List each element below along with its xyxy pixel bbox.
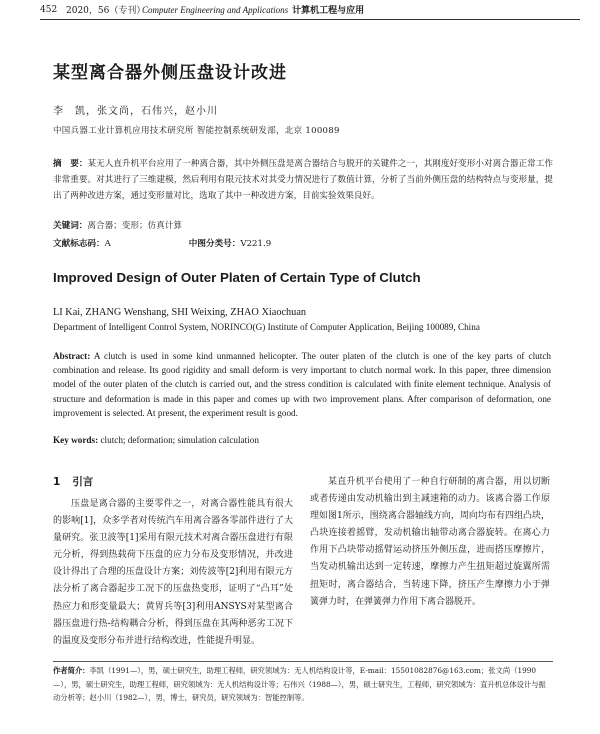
authors-en: LI Kai, ZHANG Wenshang, SHI Weixing, ZHAO Xiaochuan — [53, 307, 307, 318]
affiliation-en: Department of Intelligent Control System, NORINCO(G) Institute of Computer Application, Beijing 100089, China — [53, 322, 480, 332]
affiliation-cn: 中国兵器工业计算机应用技术研究所 智能控制系统研发部，北京 100089 — [53, 126, 340, 136]
volume-issue: 2020，56（专刊） — [66, 6, 146, 16]
abstract-cn-text: 某无人直升机平台应用了一种离合器，其中外侧压盘是离合器结合与脱开的关键件之一，其刚度好变形小对离合器正常工作非常重要。对其进行了三维建模，然后利用有限元技术对其受力情况进行了数值计算，分析了当前外侧压盘的结构特点与变形量，提出了两种改进方案，通过变形量对比，选取了其中一种改进方案，目前实验效果良好。 — [53, 159, 553, 201]
keywords-cn-text: 离合器；变形；仿真计算 — [87, 221, 182, 231]
section-title: 引言 — [72, 476, 94, 488]
author-footnote — [53, 664, 553, 705]
body-column-right — [310, 474, 550, 611]
footnote-text: 李凯（1991—），男，硕士研究生，助理工程师，研究领域为：无人机结构设计等，E-mail：15501082876@163.com；张文尚（1990—），男，硕士研究生，助理工程师，研究领域为：无人机结构设计等；石伟兴（1988—），男，硕士研究生，工程师，研究领域为：直升机总体设计与振动分析等；赵小川（1982—），男，博士，研究员，研究领域为：智能控制等。 — [53, 666, 546, 702]
abstract-cn-label: 摘 要： — [53, 159, 88, 169]
title-cn: 某型离合器外侧压盘设计改进 — [53, 63, 287, 83]
class-number-label: 中图分类号： — [188, 239, 241, 249]
keywords-en-text: clutch; deformation; simulation calculation — [100, 435, 259, 445]
doc-code-value: A — [104, 239, 111, 249]
class-number-value: V221.9 — [240, 239, 272, 249]
footnote-divider — [53, 661, 553, 662]
title-en: Improved Design of Outer Platen of Certain Type of Clutch — [53, 270, 421, 285]
doc-code-label: 文献标志码： — [53, 239, 105, 249]
journal-name-en: Computer Engineering and Applications — [142, 4, 289, 15]
keywords-en — [53, 435, 259, 445]
keywords-en-label: Key words: — [53, 435, 99, 445]
body-column-left — [53, 474, 293, 650]
class-number — [189, 237, 271, 249]
section-heading — [53, 474, 293, 496]
keywords-cn — [53, 219, 182, 231]
page-number: 452 — [40, 4, 58, 15]
section-number: 1 — [53, 476, 61, 488]
footnote-label: 作者简介： — [53, 666, 90, 675]
doc-code — [53, 237, 111, 249]
authors-cn: 李 凯，张文尚，石伟兴，赵小川 — [53, 106, 218, 117]
intro-paragraph-2: 某直升机平台使用了一种自行研制的离合器，用以切断或者传递由发动机输出到主减速箱的动力。该离合器工作原理如图1所示，围绕离合器轴线方向，周向均布有四组凸块，凸块连接着摇臂，发动机输出轴带动离合器旋转。在离心力作用下凸块带动摇臂运动挤压外侧压盘，进而搭压摩擦片，当发动机输出达到一定转速，摩擦力产生扭矩超过旋翼所需扭矩时，离合器结合，当转速下降，挤压产生摩擦力小于弹簧弹力时，在弹簧弹力作用下离合器脱开。 — [310, 477, 550, 607]
keywords-cn-label: 关键词： — [53, 221, 88, 231]
classification-meta — [53, 237, 271, 249]
abstract-cn — [53, 156, 553, 204]
abstract-en — [53, 349, 551, 420]
running-header — [40, 0, 580, 20]
journal-name-cn: 计算机工程与应用 — [292, 6, 365, 16]
abstract-en-text: A clutch is used in some kind unmanned helicopter. The outer platen of the clutch is one of the key parts of clutch combination and release. Its good rigidity and small deform is very important to clutch normal work. In this paper, three dimension model of the outer platen of the clutch is carried out, and the stress condition is calculated with finite element technique. Analysis of structure and deformation is made in this paper and comes up with two improvement plans. After comparison of deformation, one improvement is selected. At present, the experiment result is good. — [53, 351, 551, 418]
intro-paragraph-1: 压盘是离合器的主要零件之一，对离合器性能具有很大的影响[1]，众多学者对传统汽车用离合器各零部件进行了大量研究。张卫波等[1]采用有限元技术对离合器压盘进行有限元分析，得到热载荷下压盘的应力分布及变形情况，并改进设计得出了合理的压盘设计方案；刘传波等[2]利用有限元方法分析了离合器起步工况下的压盘热变形，证明了“凸耳”处热应力和形变量最大；黄胃兵等[3]利用ANSYS对某型离合器压盘进行热-结构耦合分析，得到压盘在其两种恶劣工况下的温度及变形分布并进行结构改进，性能提升明显。 — [53, 499, 293, 646]
abstract-en-label: Abstract: — [53, 351, 91, 361]
